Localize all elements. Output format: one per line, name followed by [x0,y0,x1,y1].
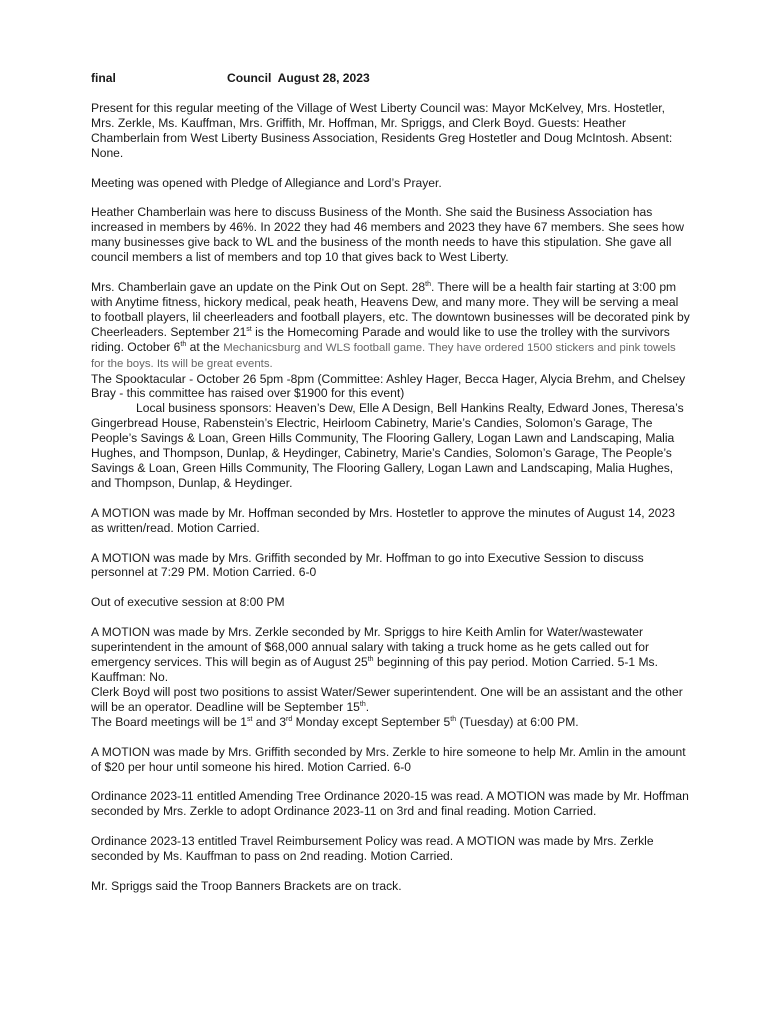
sponsors-paragraph: Local business sponsors: Heaven’s Dew, Elle A Design, Bell Hankins Realty, Edward Jones, Theresa’s Gingerbread House, Rabenstein’s Electric, Heirloom Cabinetry, Marie’s Candies, Solomon’s Garage, The People’s Savings & Loan, Green Hills Community, The Flooring Gallery, Logan Lawn and Landscaping, Malia Hughes, and Thompson, Dunlap, & Heydinger, Cabinetry, Marie’s Candies, Solomon’s Garage, The People’s Savings & Loan, Green Hills Community, The Flooring Gallery, Logan Lawn and Landscaping, Malia Hughes, and Thompson, Dunlap, & Heydinger. [91,401,684,490]
tree-ordinance-paragraph: Ordinance 2023-11 entitled Amending Tree Ordinance 2020-15 was read. A MOTION was made by Mr. Hoffman seconded by Mrs. Zerkle to adopt Ordinance 2023-11 on 3rd and final reading. Motion Carried. [91,789,689,819]
hire-superintendent-paragraph: A MOTION was made by Mrs. Zerkle seconded by Mr. Spriggs to hire Keith Amlin for Water/wastewater superintendent in the amount of $68,000 annual salary with taking a truck home as he gets called out for emergency services. This will begin as of August 25th beginning of this pay period. Motion Carried. 5-1 Ms. Kauffman: No. [91,625,658,684]
minutes-motion-paragraph: A MOTION was made by Mr. Hoffman seconded by Mrs. Hostetler to approve the minutes of August 14, 2023 as written/read. Motion Carried. [91,505,675,535]
document-header [91,71,690,86]
draft-status: final [91,71,116,85]
pink-out-paragraph: Mrs. Chamberlain gave an update on the Pink Out on Sept. 28th. There will be a health fair starting at 3:00 pm with Anytime fitness, hickory medical, peak heath, Heavens Dew, and many more. They will be serving a meal to football players, lil cheerleaders and football players, etc. The downtown businesses will be decorated pink by Cheerleaders. September 21st is the Homecoming Parade and would like to use the trolley with the survivors riding. October 6th at the Mechanicsburg and WLS football game. They have ordered 1500 stickers and pink towels for the boys. Its will be great events. [91,280,690,370]
attendance-paragraph: Present for this regular meeting of the Village of West Liberty Council was: Mayor McKelvey, Mrs. Hostetler, Mrs. Zerkle, Ms. Kauffman, Mrs. Griffith, Mr. Hoffman, Mr. Spriggs, and Clerk Boyd. Guests: Heather Chamberlain from West Liberty Business Association, Residents Greg Hostetler and Doug McIntosh. Absent: None. [91,100,673,160]
positions-paragraph: Clerk Boyd will post two positions to assist Water/Sewer superintendent. One will be an assistant and the other will be an operator. Deadline will be September 15th. [91,684,683,714]
out-of-session-paragraph: Out of executive session at 8:00 PM [91,595,285,610]
spooktacular-paragraph: The Spooktacular - October 26 5pm -8pm (Committee: Ashley Hager, Becca Hager, Alycia Brehm, and Chelsey Bray - this committee has raised over $1900 for this event) [91,371,686,401]
hire-helper-paragraph: A MOTION was made by Mrs. Griffith seconded by Mrs. Zerkle to hire someone to help Mr. Amlin in the amount of $20 per hour until someone his hired. Motion Carried. 6-0 [91,744,686,774]
executive-session-paragraph: A MOTION was made by Mrs. Griffith seconded by Mr. Hoffman to go into Executive Session to discuss personnel at 7:29 PM. Motion Carried. 6-0 [91,550,644,580]
opening-paragraph: Meeting was opened with Pledge of Allegiance and Lord’s Prayer. [91,175,442,190]
meeting-title: Council August 28, 2023 [227,71,370,85]
business-of-month-paragraph: Heather Chamberlain was here to discuss Business of the Month. She said the Business Association has increased in members by 46%. In 2022 they had 46 members and 2023 they have 67 members. She sees how many businesses give back to WL and the business of the month needs to have this stipulation. She gave all council members a list of members and top 10 that gives back to West Liberty. [91,205,684,265]
board-meetings-paragraph: The Board meetings will be 1st and 3rd Monday except September 5th (Tuesday) at 6:00 PM. [91,714,579,729]
travel-ordinance-paragraph: Ordinance 2023-13 entitled Travel Reimbursement Policy was read. A MOTION was made by Mrs. Zerkle seconded by Ms. Kauffman to pass on 2nd reading. Motion Carried. [91,834,654,864]
troop-banners-paragraph: Mr. Spriggs said the Troop Banners Brackets are on track. [91,879,402,894]
